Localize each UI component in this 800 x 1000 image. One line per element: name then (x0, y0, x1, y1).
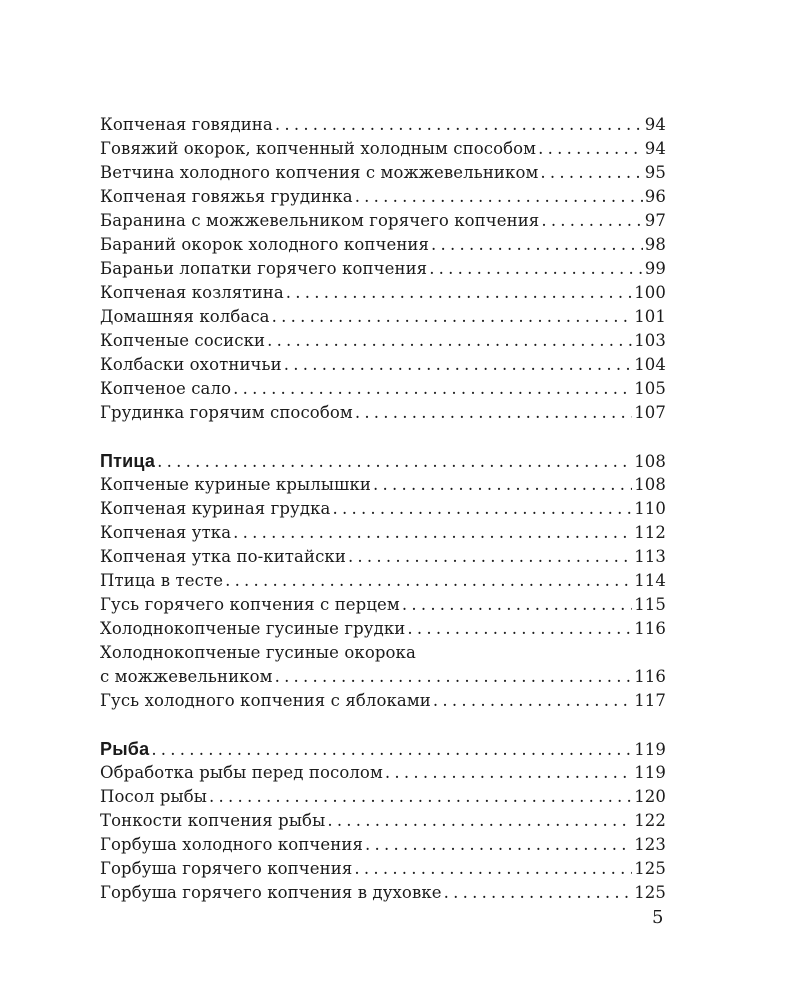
entry-title: Бараний окорок холодного копчения (100, 235, 430, 254)
entry-page: 120 (634, 787, 666, 806)
toc-entry (100, 689, 666, 713)
entry-page: 117 (634, 691, 666, 710)
entry-title: Холоднокопченые гусиные грудки (100, 619, 406, 638)
entry-page: 119 (634, 763, 666, 782)
dot-leader (538, 137, 643, 161)
entry-page: 96 (644, 187, 666, 206)
dot-leader (209, 785, 632, 809)
toc-entry (100, 521, 666, 545)
entry-page: 100 (634, 283, 666, 302)
entry-page: 99 (644, 259, 666, 278)
entry-page: 98 (644, 235, 666, 254)
entry-page: 108 (634, 475, 666, 494)
dot-leader (407, 617, 632, 641)
entry-title: Домашняя колбаса (100, 307, 270, 326)
toc-entry (100, 305, 666, 329)
entry-title-continued: с можжевельником (100, 667, 273, 686)
entry-page: 123 (634, 835, 666, 854)
dot-leader (402, 593, 632, 617)
toc-entry (100, 329, 666, 353)
dot-leader (233, 521, 632, 545)
entry-page: 97 (644, 211, 666, 230)
toc-section-meat (100, 113, 666, 425)
toc-entry (100, 881, 666, 905)
dot-leader (225, 569, 632, 593)
entry-page: 113 (634, 547, 666, 566)
entry-title: Грудинка горячим способом (100, 403, 353, 422)
entry-title: Баранина с можжевельником горячего копчения (100, 211, 540, 230)
entry-title: Гусь горячего копчения с перцем (100, 595, 400, 614)
toc-entry (100, 857, 666, 881)
toc-entry (100, 617, 666, 641)
section-heading-page: 119 (634, 740, 666, 759)
dot-leader (272, 305, 633, 329)
dot-leader (275, 665, 633, 689)
entry-title: Горбуша горячего копчения в духовке (100, 883, 442, 902)
entry-page: 114 (634, 571, 666, 590)
entry-page: 103 (634, 331, 666, 350)
entry-title: Копченая говядина (100, 115, 273, 134)
entry-page: 116 (634, 667, 666, 686)
entry-title: Говяжий окорок, копченный холодным способом (100, 139, 537, 158)
dot-leader (385, 761, 632, 785)
entry-title: Колбаски охотничьи (100, 355, 282, 374)
entry-title: Бараньи лопатки горячего копчения (100, 259, 428, 278)
entry-page: 95 (644, 163, 666, 182)
toc-section-fish (100, 737, 666, 905)
dot-leader (355, 185, 643, 209)
toc-entry-first-line (100, 641, 666, 665)
entry-page: 110 (634, 499, 666, 518)
toc-entry (100, 833, 666, 857)
dot-leader (348, 545, 632, 569)
dot-leader (429, 257, 643, 281)
toc-entry (100, 353, 666, 377)
entry-title: Копченые куриные крылышки (100, 475, 372, 494)
entry-title: Ветчина холодного копчения с можжевельником (100, 163, 539, 182)
entry-title: Копченое сало (100, 379, 232, 398)
dot-leader (332, 497, 632, 521)
section-heading-title: Птица (100, 451, 156, 471)
dot-leader (365, 833, 632, 857)
entry-page: 104 (634, 355, 666, 374)
toc-entry (100, 281, 666, 305)
dot-leader (354, 857, 632, 881)
dot-leader (355, 401, 632, 425)
entry-title: Горбуша холодного копчения (100, 835, 363, 854)
dot-leader (444, 881, 633, 905)
entry-page: 101 (634, 307, 666, 326)
entry-page: 122 (634, 811, 666, 830)
dot-leader (286, 281, 632, 305)
entry-title: Копченая утка по-китайски (100, 547, 346, 566)
entry-title: Копченая козлятина (100, 283, 284, 302)
toc-entry (100, 377, 666, 401)
table-of-contents (100, 113, 666, 905)
entry-title: Птица в тесте (100, 571, 224, 590)
entry-page: 125 (634, 883, 666, 902)
entry-title: Обработка рыбы перед посолом (100, 763, 383, 782)
dot-leader (431, 233, 643, 257)
toc-entry (100, 401, 666, 425)
section-heading-title: Рыба (100, 739, 150, 759)
dot-leader (327, 809, 632, 833)
toc-entry (100, 761, 666, 785)
dot-leader (233, 377, 632, 401)
section-heading (100, 449, 666, 473)
entry-page: 116 (634, 619, 666, 638)
dot-leader (540, 161, 642, 185)
entry-page: 115 (634, 595, 666, 614)
dot-leader (284, 353, 632, 377)
dot-leader (267, 329, 632, 353)
toc-entry (100, 593, 666, 617)
toc-entry (100, 233, 666, 257)
entry-title: Копченые сосиски (100, 331, 266, 350)
entry-page: 94 (644, 139, 666, 158)
toc-entry (100, 257, 666, 281)
toc-entry (100, 113, 666, 137)
toc-entry (100, 209, 666, 233)
entry-page: 125 (634, 859, 666, 878)
entry-title: Копченая утка (100, 523, 232, 542)
toc-entry (100, 665, 666, 689)
entry-title: Горбуша горячего копчения (100, 859, 353, 878)
toc-entry (100, 161, 666, 185)
entry-title: Холоднокопченые гусиные окорока (100, 643, 416, 662)
toc-entry (100, 569, 666, 593)
dot-leader (157, 450, 632, 474)
entry-title: Копченая куриная грудка (100, 499, 331, 518)
section-heading-page: 108 (634, 452, 666, 471)
entry-title: Посол рыбы (100, 787, 207, 806)
toc-entry (100, 137, 666, 161)
section-heading (100, 737, 666, 761)
entry-title: Тонкости копчения рыбы (100, 811, 326, 830)
toc-entry (100, 785, 666, 809)
dot-leader (275, 113, 643, 137)
entry-title: Копченая говяжья грудинка (100, 187, 353, 206)
toc-entry (100, 545, 666, 569)
toc-entry (100, 809, 666, 833)
entry-title: Гусь холодного копчения с яблоками (100, 691, 431, 710)
toc-entry (100, 473, 666, 497)
dot-leader (433, 689, 632, 713)
entry-page: 94 (644, 115, 666, 134)
dot-leader (541, 209, 642, 233)
toc-section-poultry (100, 449, 666, 713)
toc-entry (100, 185, 666, 209)
dot-leader (151, 738, 632, 762)
toc-entry (100, 497, 666, 521)
page-number: 5 (652, 907, 664, 928)
dot-leader (373, 473, 632, 497)
entry-page: 105 (634, 379, 666, 398)
entry-page: 107 (634, 403, 666, 422)
entry-page: 112 (634, 523, 666, 542)
